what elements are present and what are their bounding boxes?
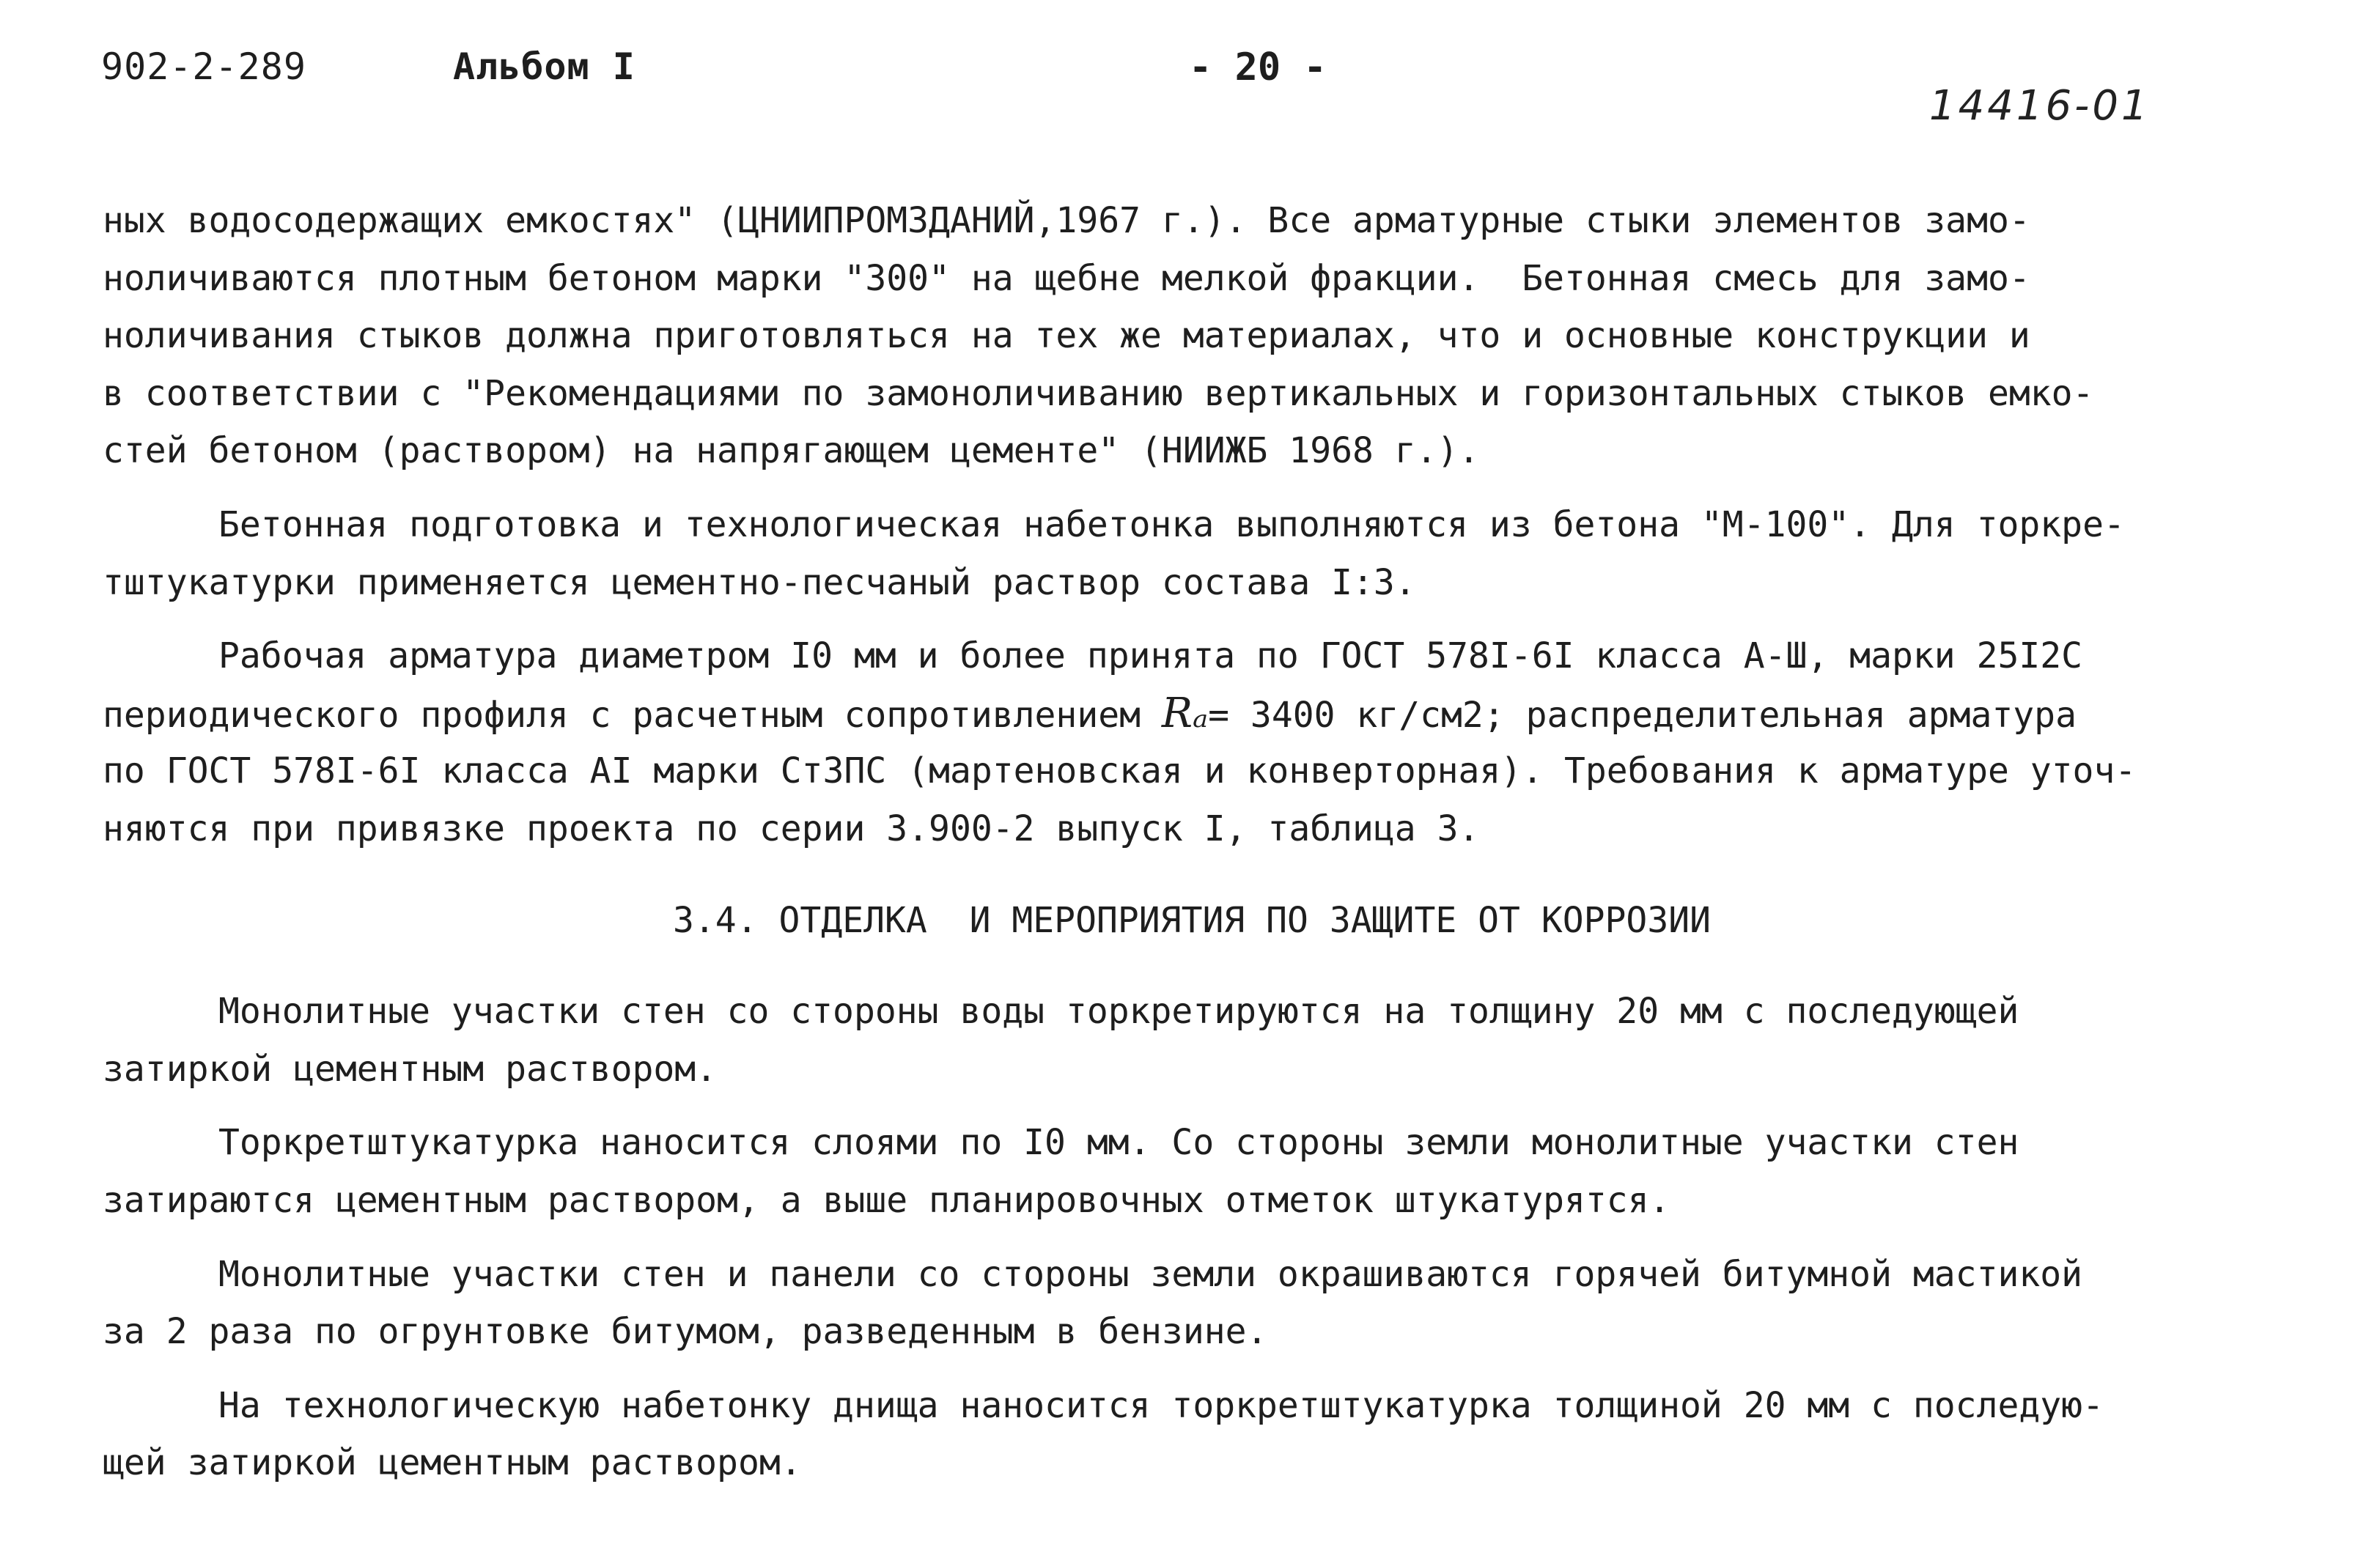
text-line: тштукатурки применяется цементно-песчаный раствор состава I:3.: [103, 561, 1416, 603]
text-line: за 2 раза по огрунтовке битумом, разведенным в бензине.: [103, 1311, 1268, 1353]
text-line: ных водосодержащих емкостях" (ЦНИИПРОМЗДАНИЙ,1967 г.). Все арматурные стыки элементов замо-: [103, 200, 2030, 241]
text-line: Бетонная подготовка и технологическая набетонка выполняются из бетона "М-100". Для торкре-: [218, 503, 2125, 545]
text-line: Торкретштукатурка наносится слоями по I0 мм. Со стороны земли монолитные участки стен: [218, 1122, 2019, 1164]
text-fragment: = 3400 кг/см2; распределительная арматура: [1208, 694, 2077, 736]
text-line: стей бетоном (раствором) на напрягающем цементе" (НИИЖБ 1968 г.).: [103, 430, 1480, 472]
paragraph-5: [103, 1114, 2302, 1229]
text-line: щей затиркой цементным раствором.: [103, 1442, 802, 1484]
text-line: в соответствии с "Рекомендациями по замоноличиванию вертикальных и горизонтальных стыков емко-: [103, 372, 2094, 414]
formula-symbol: Rₐ: [1161, 689, 1209, 737]
paragraph-7: [103, 1377, 2302, 1492]
doc-code: 902-2-289: [101, 45, 306, 88]
text-line: Монолитные участки стен и панели со стороны земли окрашиваются горячей битумной мастикой: [218, 1253, 2083, 1295]
paragraph-6: [103, 1246, 2302, 1361]
text-line: затиркой цементным раствором.: [103, 1048, 718, 1090]
text-line: по ГОСТ 578I-6I класса АI марки Ст3ПС (мартеновская и конверторная). Требования к арматуре уточ-: [103, 750, 2137, 792]
album-label: Альбом I: [453, 45, 635, 88]
paragraph-3: [103, 627, 2302, 857]
text-line: ноличивания стыков должна приготовляться на тех же материалах, что и основные конструкции и: [103, 315, 2030, 357]
text-line: няются при привязке проекта по серии 3.900-2 выпуск I, таблица 3.: [103, 808, 1480, 849]
paragraph-2: [103, 496, 2302, 611]
text-line: затираются цементным раствором, а выше планировочных отметок штукатурятся.: [103, 1179, 1670, 1221]
text-fragment: периодического профиля с расчетным сопротивлением: [103, 694, 1162, 736]
section-heading: 3.4. ОТДЕЛКА И МЕРОПРИЯТИЯ ПО ЗАЩИТЕ ОТ КОРРОЗИИ: [673, 899, 1712, 941]
text-line: На технологическую набетонку днища наносится торкретштукатурка толщиной 20 мм с последую-: [218, 1384, 2104, 1426]
paragraph-4: [103, 983, 2302, 1098]
text-line-with-formula: [103, 685, 2302, 743]
handwritten-code: 14416-01: [1929, 82, 2151, 130]
paragraph-1: [103, 192, 2302, 480]
text-line: Монолитные участки стен со стороны воды торкретируются на толщину 20 мм с последующей: [218, 991, 2019, 1033]
page-number: - 20 -: [1189, 45, 1327, 89]
text-line: Рабочая арматура диаметром I0 мм и более принята по ГОСТ 578I-6I класса А-Ш, марки 25I2С: [218, 635, 2083, 677]
document-body: [103, 192, 2302, 1492]
text-line: ноличиваются плотным бетоном марки "300" на щебне мелкой фракции. Бетонная смесь для замо-: [103, 257, 2030, 299]
